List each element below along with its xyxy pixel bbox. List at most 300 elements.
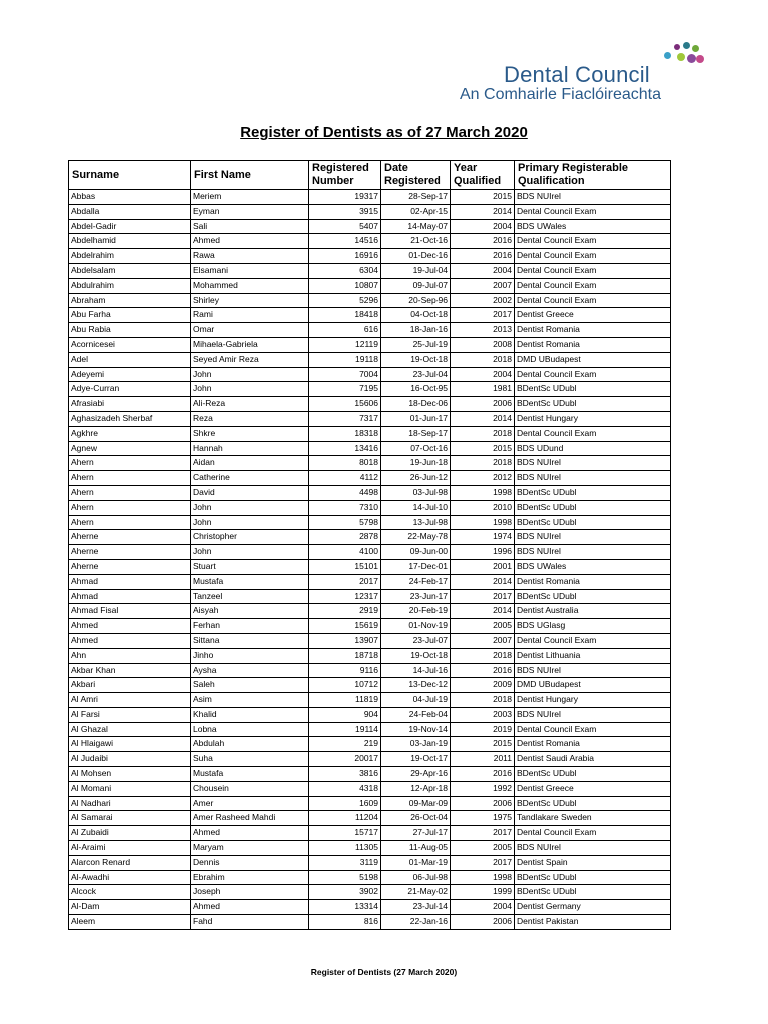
cell-surname: Abu Farha bbox=[69, 308, 191, 323]
cell-registered-number: 18318 bbox=[309, 426, 381, 441]
cell-date-registered: 23-Jul-07 bbox=[381, 633, 451, 648]
cell-year-qualified: 2010 bbox=[451, 500, 515, 515]
cell-date-registered: 02-Apr-15 bbox=[381, 204, 451, 219]
table-row bbox=[69, 204, 671, 219]
table-row bbox=[69, 249, 671, 264]
table-row bbox=[69, 678, 671, 693]
cell-registered-number: 5407 bbox=[309, 219, 381, 234]
cell-first-name: Ebrahim bbox=[191, 870, 309, 885]
cell-surname: Ahern bbox=[69, 471, 191, 486]
cell-first-name: Stuart bbox=[191, 559, 309, 574]
logo-dot bbox=[677, 53, 685, 61]
table-row bbox=[69, 500, 671, 515]
table-row bbox=[69, 352, 671, 367]
cell-surname: Al Judaibi bbox=[69, 752, 191, 767]
cell-year-qualified: 2001 bbox=[451, 559, 515, 574]
cell-qualification: Dental Council Exam bbox=[515, 722, 671, 737]
table-body bbox=[69, 190, 671, 930]
cell-first-name: Lobna bbox=[191, 722, 309, 737]
cell-first-name: Sittana bbox=[191, 633, 309, 648]
table-row bbox=[69, 367, 671, 382]
cell-first-name: Shirley bbox=[191, 293, 309, 308]
cell-year-qualified: 2014 bbox=[451, 574, 515, 589]
cell-first-name: Mihaela-Gabriela bbox=[191, 337, 309, 352]
cell-date-registered: 09-Mar-09 bbox=[381, 796, 451, 811]
cell-year-qualified: 2015 bbox=[451, 441, 515, 456]
cell-registered-number: 19114 bbox=[309, 722, 381, 737]
cell-year-qualified: 2004 bbox=[451, 367, 515, 382]
cell-registered-number: 10712 bbox=[309, 678, 381, 693]
cell-date-registered: 14-Jul-16 bbox=[381, 663, 451, 678]
cell-year-qualified: 1974 bbox=[451, 530, 515, 545]
cell-year-qualified: 2016 bbox=[451, 767, 515, 782]
cell-date-registered: 18-Dec-06 bbox=[381, 397, 451, 412]
cell-first-name: Joseph bbox=[191, 885, 309, 900]
cell-qualification: BDS UWales bbox=[515, 559, 671, 574]
cell-surname: Abdelsalam bbox=[69, 263, 191, 278]
cell-qualification: Dentist Romania bbox=[515, 737, 671, 752]
dental-council-logo bbox=[456, 42, 676, 110]
cell-surname: Adye-Curran bbox=[69, 382, 191, 397]
register-table bbox=[68, 160, 671, 930]
cell-registered-number: 7004 bbox=[309, 367, 381, 382]
cell-date-registered: 28-Sep-17 bbox=[381, 190, 451, 205]
cell-date-registered: 20-Feb-19 bbox=[381, 604, 451, 619]
cell-surname: Al Ghazal bbox=[69, 722, 191, 737]
cell-year-qualified: 1998 bbox=[451, 515, 515, 530]
cell-year-qualified: 2017 bbox=[451, 589, 515, 604]
cell-qualification: BDS UWales bbox=[515, 219, 671, 234]
cell-registered-number: 11305 bbox=[309, 841, 381, 856]
table-row bbox=[69, 589, 671, 604]
cell-year-qualified: 2009 bbox=[451, 678, 515, 693]
table-row bbox=[69, 855, 671, 870]
cell-year-qualified: 2008 bbox=[451, 337, 515, 352]
cell-qualification: Dental Council Exam bbox=[515, 278, 671, 293]
column-header-year-qualified: Year Qualified bbox=[451, 161, 515, 190]
cell-surname: Al Farsi bbox=[69, 707, 191, 722]
cell-year-qualified: 1981 bbox=[451, 382, 515, 397]
cell-date-registered: 19-Oct-17 bbox=[381, 752, 451, 767]
cell-date-registered: 19-Oct-18 bbox=[381, 648, 451, 663]
cell-date-registered: 03-Jul-98 bbox=[381, 485, 451, 500]
cell-date-registered: 13-Dec-12 bbox=[381, 678, 451, 693]
cell-registered-number: 616 bbox=[309, 323, 381, 338]
cell-year-qualified: 2005 bbox=[451, 619, 515, 634]
page-footer: Register of Dentists (27 March 2020) bbox=[310, 967, 458, 977]
cell-qualification: BDentSc UDubl bbox=[515, 767, 671, 782]
cell-date-registered: 19-Nov-14 bbox=[381, 722, 451, 737]
cell-registered-number: 13314 bbox=[309, 900, 381, 915]
cell-qualification: Dental Council Exam bbox=[515, 204, 671, 219]
cell-surname: Al Zubaidi bbox=[69, 826, 191, 841]
cell-registered-number: 3119 bbox=[309, 855, 381, 870]
cell-date-registered: 23-Jul-04 bbox=[381, 367, 451, 382]
cell-surname: Adel bbox=[69, 352, 191, 367]
cell-registered-number: 11204 bbox=[309, 811, 381, 826]
cell-qualification: BDS NUIrel bbox=[515, 190, 671, 205]
cell-year-qualified: 2007 bbox=[451, 278, 515, 293]
cell-qualification: Dentist Hungary bbox=[515, 411, 671, 426]
cell-qualification: BDentSc UDubl bbox=[515, 397, 671, 412]
table-row bbox=[69, 604, 671, 619]
cell-surname: Ahern bbox=[69, 500, 191, 515]
cell-qualification: BDentSc UDubl bbox=[515, 885, 671, 900]
cell-first-name: David bbox=[191, 485, 309, 500]
cell-year-qualified: 2012 bbox=[451, 471, 515, 486]
cell-surname: Abdel-Gadir bbox=[69, 219, 191, 234]
cell-surname: Abbas bbox=[69, 190, 191, 205]
cell-qualification: BDS NUIrel bbox=[515, 471, 671, 486]
cell-year-qualified: 2018 bbox=[451, 352, 515, 367]
cell-registered-number: 15619 bbox=[309, 619, 381, 634]
cell-first-name: Sali bbox=[191, 219, 309, 234]
table-row bbox=[69, 885, 671, 900]
table-row bbox=[69, 900, 671, 915]
cell-qualification: Dental Council Exam bbox=[515, 826, 671, 841]
cell-first-name: Dennis bbox=[191, 855, 309, 870]
cell-first-name: Mustafa bbox=[191, 574, 309, 589]
cell-qualification: BDS NUIrel bbox=[515, 663, 671, 678]
cell-date-registered: 18-Sep-17 bbox=[381, 426, 451, 441]
cell-date-registered: 19-Oct-18 bbox=[381, 352, 451, 367]
table-row bbox=[69, 545, 671, 560]
cell-qualification: Tandlakare Sweden bbox=[515, 811, 671, 826]
table-row bbox=[69, 633, 671, 648]
cell-surname: Al Samarai bbox=[69, 811, 191, 826]
document-title: Register of Dentists as of 27 March 2020 bbox=[240, 124, 528, 141]
cell-date-registered: 01-Mar-19 bbox=[381, 855, 451, 870]
cell-registered-number: 10807 bbox=[309, 278, 381, 293]
table-row bbox=[69, 663, 671, 678]
cell-first-name: Ali-Reza bbox=[191, 397, 309, 412]
table-row bbox=[69, 767, 671, 782]
cell-year-qualified: 2015 bbox=[451, 737, 515, 752]
cell-surname: Ahmad bbox=[69, 574, 191, 589]
cell-year-qualified: 2004 bbox=[451, 219, 515, 234]
cell-qualification: Dental Council Exam bbox=[515, 263, 671, 278]
table-row bbox=[69, 337, 671, 352]
cell-date-registered: 23-Jun-17 bbox=[381, 589, 451, 604]
cell-surname: Akbar Khan bbox=[69, 663, 191, 678]
cell-year-qualified: 2018 bbox=[451, 693, 515, 708]
cell-date-registered: 19-Jun-18 bbox=[381, 456, 451, 471]
table-row bbox=[69, 841, 671, 856]
cell-year-qualified: 2005 bbox=[451, 841, 515, 856]
cell-date-registered: 29-Apr-16 bbox=[381, 767, 451, 782]
cell-date-registered: 12-Apr-18 bbox=[381, 781, 451, 796]
cell-first-name: Jinho bbox=[191, 648, 309, 663]
table-header-row bbox=[69, 161, 671, 190]
cell-qualification: BDS NUIrel bbox=[515, 545, 671, 560]
cell-year-qualified: 1992 bbox=[451, 781, 515, 796]
cell-date-registered: 20-Sep-96 bbox=[381, 293, 451, 308]
cell-registered-number: 4318 bbox=[309, 781, 381, 796]
cell-date-registered: 09-Jun-00 bbox=[381, 545, 451, 560]
cell-year-qualified: 2002 bbox=[451, 293, 515, 308]
cell-surname: Al-Awadhi bbox=[69, 870, 191, 885]
cell-registered-number: 3915 bbox=[309, 204, 381, 219]
cell-qualification: Dentist Spain bbox=[515, 855, 671, 870]
column-header-qualification: Primary Registerable Qualification bbox=[515, 161, 671, 190]
cell-registered-number: 1609 bbox=[309, 796, 381, 811]
cell-first-name: Abdulah bbox=[191, 737, 309, 752]
table-row bbox=[69, 870, 671, 885]
cell-first-name: Rami bbox=[191, 308, 309, 323]
cell-surname: Agkhre bbox=[69, 426, 191, 441]
cell-surname: Acornicesei bbox=[69, 337, 191, 352]
column-header-first-name: First Name bbox=[191, 161, 309, 190]
cell-date-registered: 26-Jun-12 bbox=[381, 471, 451, 486]
cell-year-qualified: 2011 bbox=[451, 752, 515, 767]
cell-year-qualified: 2007 bbox=[451, 633, 515, 648]
cell-registered-number: 13907 bbox=[309, 633, 381, 648]
cell-registered-number: 3816 bbox=[309, 767, 381, 782]
cell-qualification: Dentist Lithuania bbox=[515, 648, 671, 663]
table-row bbox=[69, 530, 671, 545]
cell-qualification: Dentist Australia bbox=[515, 604, 671, 619]
cell-qualification: Dentist Romania bbox=[515, 323, 671, 338]
table-row bbox=[69, 737, 671, 752]
cell-first-name: Omar bbox=[191, 323, 309, 338]
cell-registered-number: 15717 bbox=[309, 826, 381, 841]
cell-first-name: John bbox=[191, 367, 309, 382]
cell-qualification: BDentSc UDubl bbox=[515, 589, 671, 604]
cell-first-name: Elsamani bbox=[191, 263, 309, 278]
table-row bbox=[69, 426, 671, 441]
cell-first-name: Maryam bbox=[191, 841, 309, 856]
cell-first-name: John bbox=[191, 545, 309, 560]
table-row bbox=[69, 752, 671, 767]
table-row bbox=[69, 811, 671, 826]
cell-registered-number: 2919 bbox=[309, 604, 381, 619]
table-row bbox=[69, 234, 671, 249]
table-row bbox=[69, 190, 671, 205]
cell-first-name: John bbox=[191, 515, 309, 530]
table-row bbox=[69, 693, 671, 708]
cell-surname: Aherne bbox=[69, 545, 191, 560]
table-row bbox=[69, 471, 671, 486]
cell-qualification: Dentist Romania bbox=[515, 574, 671, 589]
cell-first-name: Tanzeel bbox=[191, 589, 309, 604]
cell-registered-number: 16916 bbox=[309, 249, 381, 264]
table-row bbox=[69, 441, 671, 456]
cell-registered-number: 7310 bbox=[309, 500, 381, 515]
cell-qualification: Dental Council Exam bbox=[515, 293, 671, 308]
cell-surname: Al Amri bbox=[69, 693, 191, 708]
cell-registered-number: 2878 bbox=[309, 530, 381, 545]
cell-date-registered: 03-Jan-19 bbox=[381, 737, 451, 752]
cell-year-qualified: 2004 bbox=[451, 900, 515, 915]
cell-date-registered: 14-May-07 bbox=[381, 219, 451, 234]
cell-qualification: BDentSc UDubl bbox=[515, 485, 671, 500]
cell-first-name: Aidan bbox=[191, 456, 309, 471]
cell-qualification: Dental Council Exam bbox=[515, 633, 671, 648]
cell-date-registered: 24-Feb-17 bbox=[381, 574, 451, 589]
table-row bbox=[69, 722, 671, 737]
cell-qualification: DMD UBudapest bbox=[515, 678, 671, 693]
cell-qualification: BDS NUIrel bbox=[515, 707, 671, 722]
cell-first-name: Chousein bbox=[191, 781, 309, 796]
table-row bbox=[69, 915, 671, 930]
cell-qualification: Dentist Romania bbox=[515, 337, 671, 352]
table-row bbox=[69, 278, 671, 293]
table-row bbox=[69, 397, 671, 412]
cell-year-qualified: 2017 bbox=[451, 308, 515, 323]
cell-first-name: Shkre bbox=[191, 426, 309, 441]
cell-first-name: Seyed Amir Reza bbox=[191, 352, 309, 367]
cell-year-qualified: 2019 bbox=[451, 722, 515, 737]
cell-surname: Ahn bbox=[69, 648, 191, 663]
table-row bbox=[69, 219, 671, 234]
cell-registered-number: 4498 bbox=[309, 485, 381, 500]
cell-first-name: Khalid bbox=[191, 707, 309, 722]
cell-registered-number: 14516 bbox=[309, 234, 381, 249]
table-row bbox=[69, 707, 671, 722]
cell-date-registered: 04-Oct-18 bbox=[381, 308, 451, 323]
cell-year-qualified: 2004 bbox=[451, 263, 515, 278]
cell-date-registered: 18-Jan-16 bbox=[381, 323, 451, 338]
cell-registered-number: 904 bbox=[309, 707, 381, 722]
cell-registered-number: 18418 bbox=[309, 308, 381, 323]
cell-surname: Ahern bbox=[69, 456, 191, 471]
cell-date-registered: 09-Jul-07 bbox=[381, 278, 451, 293]
column-header-registered-number: Registered Number bbox=[309, 161, 381, 190]
cell-qualification: BDentSc UDubl bbox=[515, 515, 671, 530]
cell-registered-number: 11819 bbox=[309, 693, 381, 708]
cell-registered-number: 12119 bbox=[309, 337, 381, 352]
table-row bbox=[69, 323, 671, 338]
cell-surname: Ahmed bbox=[69, 633, 191, 648]
table-row bbox=[69, 574, 671, 589]
cell-year-qualified: 1998 bbox=[451, 870, 515, 885]
cell-surname: Ahmad Fisal bbox=[69, 604, 191, 619]
cell-year-qualified: 2014 bbox=[451, 411, 515, 426]
cell-year-qualified: 2003 bbox=[451, 707, 515, 722]
table-row bbox=[69, 411, 671, 426]
cell-date-registered: 04-Jul-19 bbox=[381, 693, 451, 708]
cell-date-registered: 23-Jul-14 bbox=[381, 900, 451, 915]
cell-date-registered: 01-Jun-17 bbox=[381, 411, 451, 426]
cell-first-name: Aysha bbox=[191, 663, 309, 678]
cell-registered-number: 8018 bbox=[309, 456, 381, 471]
cell-date-registered: 01-Nov-19 bbox=[381, 619, 451, 634]
cell-qualification: BDS NUIrel bbox=[515, 530, 671, 545]
cell-registered-number: 6304 bbox=[309, 263, 381, 278]
logo-dot bbox=[687, 54, 696, 63]
cell-surname: Al-Araimi bbox=[69, 841, 191, 856]
table-row bbox=[69, 648, 671, 663]
cell-qualification: BDentSc UDubl bbox=[515, 382, 671, 397]
cell-date-registered: 19-Jul-04 bbox=[381, 263, 451, 278]
cell-date-registered: 21-Oct-16 bbox=[381, 234, 451, 249]
cell-surname: Abu Rabia bbox=[69, 323, 191, 338]
cell-year-qualified: 2006 bbox=[451, 915, 515, 930]
cell-surname: Alarcon Renard bbox=[69, 855, 191, 870]
cell-date-registered: 24-Feb-04 bbox=[381, 707, 451, 722]
cell-registered-number: 7195 bbox=[309, 382, 381, 397]
table-row bbox=[69, 796, 671, 811]
column-header-date-registered: Date Registered bbox=[381, 161, 451, 190]
cell-qualification: Dentist Greece bbox=[515, 308, 671, 323]
cell-date-registered: 22-May-78 bbox=[381, 530, 451, 545]
cell-first-name: Amer bbox=[191, 796, 309, 811]
table-row bbox=[69, 559, 671, 574]
cell-date-registered: 25-Jul-19 bbox=[381, 337, 451, 352]
cell-year-qualified: 2016 bbox=[451, 249, 515, 264]
cell-registered-number: 12317 bbox=[309, 589, 381, 604]
cell-surname: Abdelrahim bbox=[69, 249, 191, 264]
cell-date-registered: 06-Jul-98 bbox=[381, 870, 451, 885]
logo-dot bbox=[696, 55, 704, 63]
cell-year-qualified: 2006 bbox=[451, 796, 515, 811]
cell-registered-number: 5296 bbox=[309, 293, 381, 308]
cell-surname: Al-Dam bbox=[69, 900, 191, 915]
cell-first-name: Amer Rasheed Mahdi bbox=[191, 811, 309, 826]
cell-surname: Al Hlaigawi bbox=[69, 737, 191, 752]
cell-first-name: Eyman bbox=[191, 204, 309, 219]
cell-first-name: Asim bbox=[191, 693, 309, 708]
cell-qualification: Dentist Germany bbox=[515, 900, 671, 915]
cell-date-registered: 11-Aug-05 bbox=[381, 841, 451, 856]
cell-surname: Afrasiabi bbox=[69, 397, 191, 412]
cell-surname: Al Nadhari bbox=[69, 796, 191, 811]
cell-date-registered: 14-Jul-10 bbox=[381, 500, 451, 515]
cell-surname: Abraham bbox=[69, 293, 191, 308]
logo-org-name: Dental Council bbox=[504, 62, 650, 87]
cell-registered-number: 18718 bbox=[309, 648, 381, 663]
cell-qualification: Dental Council Exam bbox=[515, 367, 671, 382]
cell-registered-number: 4100 bbox=[309, 545, 381, 560]
cell-qualification: BDentSc UDubl bbox=[515, 870, 671, 885]
cell-year-qualified: 2016 bbox=[451, 663, 515, 678]
cell-year-qualified: 2016 bbox=[451, 234, 515, 249]
logo-dot bbox=[674, 44, 680, 50]
table-row bbox=[69, 293, 671, 308]
cell-registered-number: 15101 bbox=[309, 559, 381, 574]
cell-qualification: BDS UGlasg bbox=[515, 619, 671, 634]
cell-first-name: John bbox=[191, 500, 309, 515]
cell-qualification: DMD UBudapest bbox=[515, 352, 671, 367]
cell-qualification: BDS NUIrel bbox=[515, 456, 671, 471]
cell-qualification: Dental Council Exam bbox=[515, 426, 671, 441]
cell-date-registered: 07-Oct-16 bbox=[381, 441, 451, 456]
table-row bbox=[69, 619, 671, 634]
cell-qualification: Dentist Hungary bbox=[515, 693, 671, 708]
cell-year-qualified: 1975 bbox=[451, 811, 515, 826]
cell-date-registered: 22-Jan-16 bbox=[381, 915, 451, 930]
cell-qualification: Dental Council Exam bbox=[515, 234, 671, 249]
cell-first-name: Hannah bbox=[191, 441, 309, 456]
cell-surname: Aghasizadeh Sherbaf bbox=[69, 411, 191, 426]
cell-qualification: Dental Council Exam bbox=[515, 249, 671, 264]
cell-year-qualified: 1999 bbox=[451, 885, 515, 900]
cell-qualification: Dentist Pakistan bbox=[515, 915, 671, 930]
cell-year-qualified: 1998 bbox=[451, 485, 515, 500]
logo-dots-icon bbox=[656, 42, 704, 76]
cell-first-name: Ferhan bbox=[191, 619, 309, 634]
cell-registered-number: 19317 bbox=[309, 190, 381, 205]
cell-first-name: Mohammed bbox=[191, 278, 309, 293]
column-header-surname: Surname bbox=[69, 161, 191, 190]
cell-first-name: Ahmed bbox=[191, 826, 309, 841]
logo-dot bbox=[683, 42, 690, 49]
cell-first-name: Ahmed bbox=[191, 900, 309, 915]
cell-surname: Al Momani bbox=[69, 781, 191, 796]
cell-year-qualified: 2018 bbox=[451, 648, 515, 663]
cell-year-qualified: 2018 bbox=[451, 426, 515, 441]
table-row bbox=[69, 515, 671, 530]
